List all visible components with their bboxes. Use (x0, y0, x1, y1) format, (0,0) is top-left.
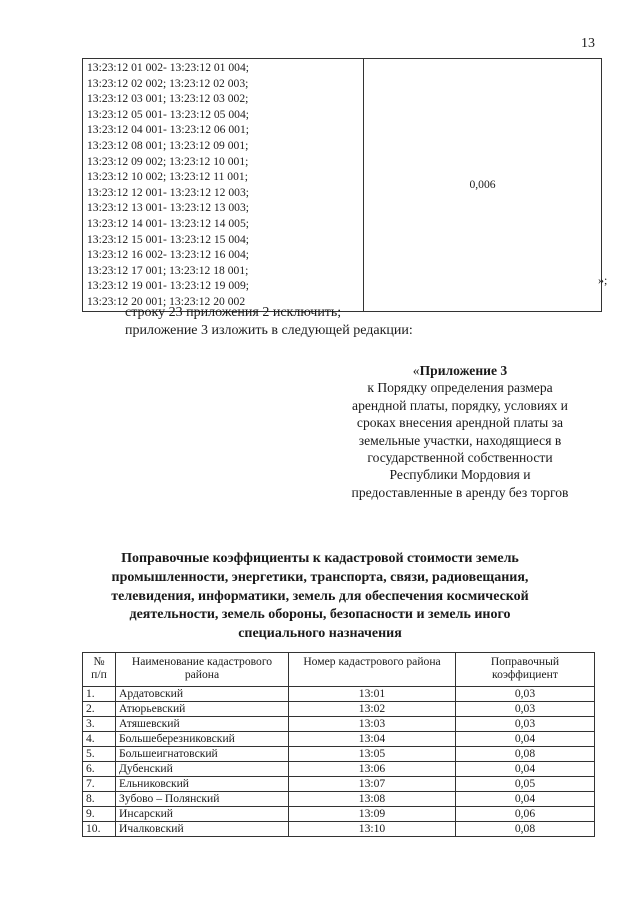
coefficient: 0,03 (456, 687, 595, 702)
district-code: 13:08 (289, 792, 456, 807)
district-code: 13:07 (289, 777, 456, 792)
row-num: 2. (83, 702, 116, 717)
appendix-quote: « (412, 363, 420, 378)
table-row (83, 732, 595, 747)
appendix-line: государственной собственности (367, 450, 553, 466)
header-district-code: Номер кадастрового района (289, 653, 456, 687)
district-name: Атюрьевский (116, 702, 289, 717)
code-line: 13:23:12 17 001; 13:23:12 18 001; (87, 263, 249, 277)
code-line: 13:23:12 09 002; 13:23:12 10 001; (87, 154, 249, 168)
appendix-line: сроках внесения арендной платы за (356, 415, 564, 431)
heading-line: Поправочные коэффициенты к кадастровой стоимости земель (121, 551, 519, 566)
appendix-block (330, 362, 590, 501)
heading-line: деятельности, земель обороны, безопасности и земель иного (129, 607, 511, 623)
code-line: 13:23:12 20 001; 13:23:12 20 002 (87, 294, 246, 308)
district-name: Большеберезниковский (116, 732, 289, 747)
code-line: 13:23:12 16 002- 13:23:12 16 004; (87, 248, 249, 262)
district-name: Зубово – Полянский (116, 792, 289, 807)
heading-line: телевидения, информатики, земель для обеспечения космической (111, 588, 529, 604)
district-code: 13:02 (289, 702, 456, 717)
coefficient: 0,03 (456, 717, 595, 732)
table-row (83, 717, 595, 732)
header-district-name: Наименование кадастрового района (116, 653, 289, 687)
code-line: 13:23:12 04 001- 13:23:12 06 001; (87, 123, 249, 137)
row-num: 8. (83, 792, 116, 807)
code-line: 13:23:12 03 001; 13:23:12 03 002; (87, 92, 249, 106)
table-row (83, 687, 595, 702)
district-code: 13:03 (289, 717, 456, 732)
row-num: 10. (83, 822, 116, 837)
district-name: Дубенский (116, 762, 289, 777)
coefficients-table (82, 652, 595, 837)
code-line: 13:23:12 19 001- 13:23:12 19 009; (87, 279, 249, 293)
row-num: 1. (83, 687, 116, 702)
coefficient: 0,08 (456, 747, 595, 762)
district-code: 13:01 (289, 687, 456, 702)
district-name: Большеигнатовский (116, 747, 289, 762)
district-name: Ельниковский (116, 777, 289, 792)
appendix-line: к Порядку определения размера (367, 380, 553, 396)
table-row (83, 822, 595, 837)
code-line: 13:23:12 14 001- 13:23:12 14 005; (87, 216, 249, 230)
cadastral-codes-table (82, 58, 602, 312)
code-line: 13:23:12 10 002; 13:23:12 11 001; (87, 170, 248, 184)
appendix-title (330, 362, 590, 379)
district-code: 13:09 (289, 807, 456, 822)
paragraph-exclude-line: строку 23 приложения 2 исключить; (125, 305, 342, 320)
coefficient: 0,04 (456, 792, 595, 807)
code-line: 13:23:12 02 002; 13:23:12 02 003; (87, 76, 249, 90)
code-line: 13:23:12 12 001- 13:23:12 12 003; (87, 185, 249, 199)
district-name: Атяшевский (116, 717, 289, 732)
table-row (83, 702, 595, 717)
district-name: Ардатовский (116, 687, 289, 702)
coefficient: 0,04 (456, 762, 595, 777)
header-coefficient: Поправочный коэффициент (456, 653, 595, 687)
table-row (83, 777, 595, 792)
appendix-line: Республики Мордовия и (389, 467, 531, 483)
district-code: 13:05 (289, 747, 456, 762)
coefficient: 0,05 (456, 777, 595, 792)
document-heading (90, 550, 550, 644)
cadastral-codes-cell (83, 59, 364, 312)
header-num: № п/п (83, 653, 116, 687)
code-line: 13:23:12 15 001- 13:23:12 15 004; (87, 232, 249, 246)
appendix-line: земельные участки, находящиеся в (358, 432, 562, 448)
appendix-line: арендной платы, порядку, условиях и (352, 397, 568, 413)
district-name: Инсарский (116, 807, 289, 822)
paragraph-appendix-redaction: приложение 3 изложить в следующей редакции: (125, 323, 413, 338)
code-line: 13:23:12 08 001; 13:23:12 09 001; (87, 138, 249, 152)
page-number: 13 (581, 36, 595, 51)
table-header-row (83, 653, 595, 687)
row-num: 7. (83, 777, 116, 792)
code-line: 13:23:12 05 001- 13:23:12 05 004; (87, 107, 249, 121)
heading-line: специального назначения (238, 626, 402, 642)
row-num: 9. (83, 807, 116, 822)
code-line: 13:23:12 13 001- 13:23:12 13 003; (87, 201, 249, 215)
table-row (83, 59, 602, 312)
coefficient-value: 0,006 (364, 59, 602, 312)
district-name: Ичалковский (116, 822, 289, 837)
table-row (83, 762, 595, 777)
table-row (83, 747, 595, 762)
code-line: 13:23:12 01 002- 13:23:12 01 004; (87, 61, 249, 74)
row-num: 4. (83, 732, 116, 747)
district-code: 13:10 (289, 822, 456, 837)
coefficient: 0,03 (456, 702, 595, 717)
row-num: 6. (83, 762, 116, 777)
district-code: 13:06 (289, 762, 456, 777)
coefficient: 0,04 (456, 732, 595, 747)
district-code: 13:04 (289, 732, 456, 747)
table-row (83, 792, 595, 807)
coefficient: 0,08 (456, 822, 595, 837)
table-row (83, 807, 595, 822)
appendix-title-text: Приложение 3 (419, 363, 508, 378)
row-num: 3. (83, 717, 116, 732)
row-num: 5. (83, 747, 116, 762)
coefficient: 0,06 (456, 807, 595, 822)
appendix-line: предоставленные в аренду без торгов (351, 484, 569, 500)
closing-quote: »; (598, 273, 608, 287)
heading-line: промышленности, энергетики, транспорта, связи, радиовещания, (111, 569, 529, 585)
